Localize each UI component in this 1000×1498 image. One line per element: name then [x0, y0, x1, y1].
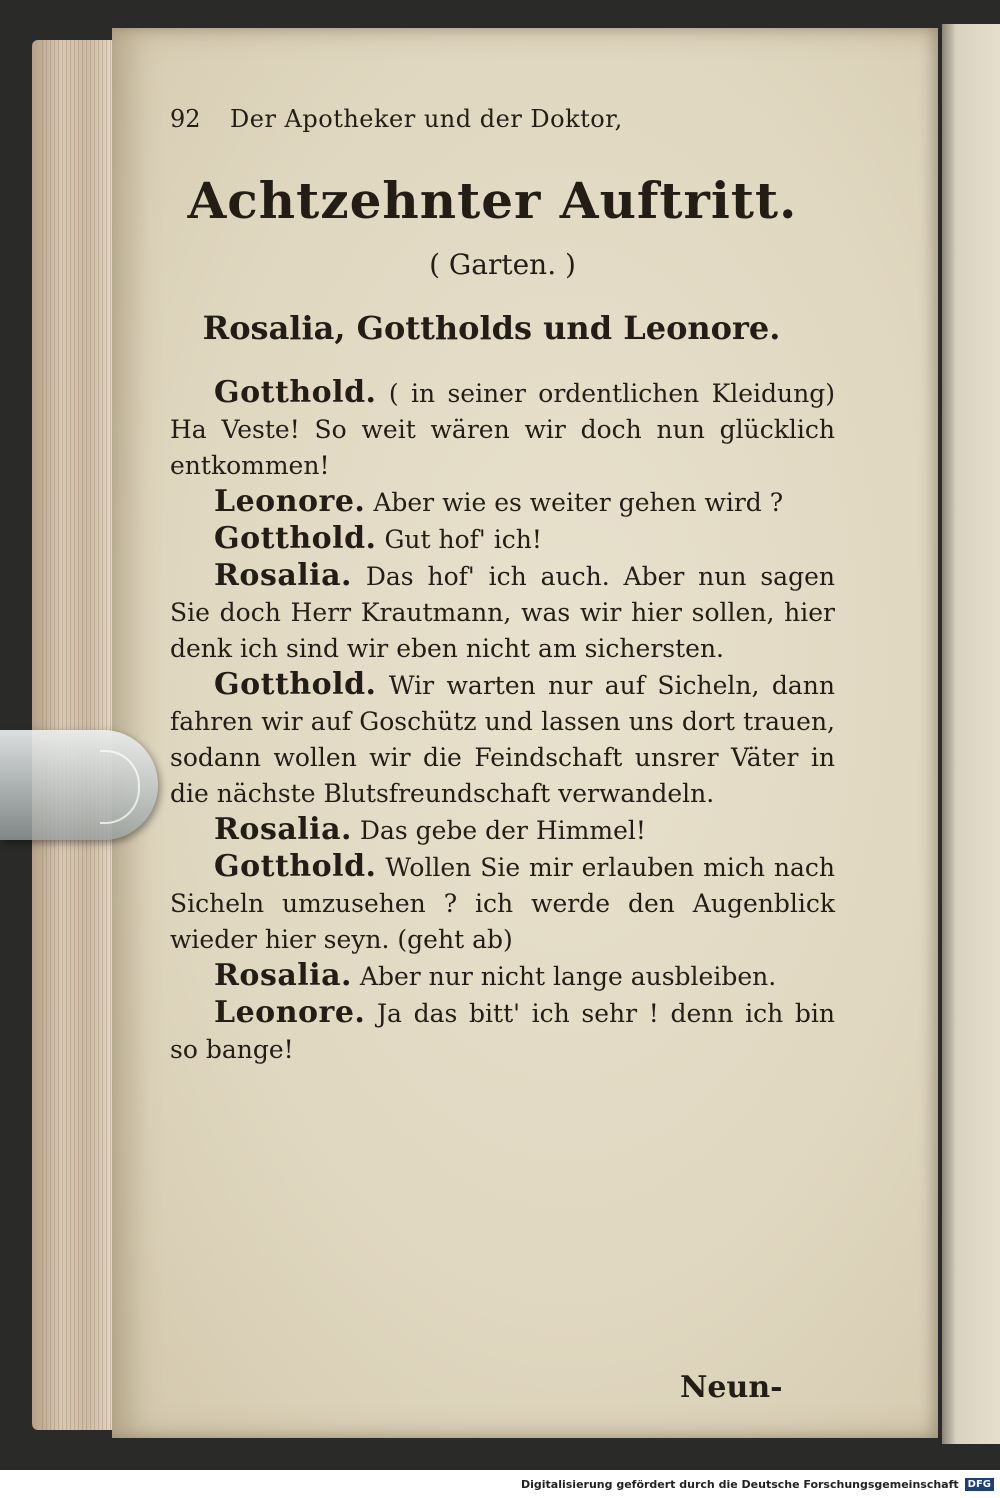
- speaker-name: Leonore.: [214, 995, 366, 1030]
- speech-text: Gut hof' ich!: [384, 525, 542, 554]
- dfg-logo: DFG: [965, 1478, 994, 1491]
- running-header: [170, 105, 835, 133]
- facing-page-edge: [942, 24, 1000, 1444]
- running-title: Der Apotheker und der Doktor,: [230, 105, 623, 133]
- footer-bar: [0, 1470, 1000, 1498]
- dialogue-line: [170, 849, 835, 958]
- dialogue-line: [170, 521, 835, 558]
- page-number: 92: [170, 105, 201, 133]
- dialogue-line: [170, 958, 835, 995]
- speaker-name: Gotthold.: [214, 521, 377, 556]
- speech-text: Das hof' ich auch. Aber nun sagen Sie doch Herr Krautmann, was wir hier sollen, hier denk ich sind wir eben nicht am sichersten.: [170, 562, 835, 663]
- speech-text: Wollen Sie mir erlauben mich nach Sicheln umzusehen ? ich werde den Augenblick wieder hier seyn. (geht ab): [170, 853, 835, 954]
- speech-text: Ja das bitt' ich sehr ! denn ich bin so bange!: [170, 999, 835, 1064]
- speaker-name: Gotthold.: [214, 667, 377, 702]
- speaker-name: Rosalia.: [214, 958, 352, 993]
- dialogue-line: [170, 484, 835, 521]
- funding-credit: Digitalisierung gefördert durch die Deutsche Forschungsgemeinschaft: [520, 1477, 959, 1491]
- dialogue-line: [170, 558, 835, 667]
- speaker-name: Leonore.: [214, 484, 366, 519]
- dialogue-line: [170, 995, 835, 1068]
- speech-text: Das gebe der Himmel!: [359, 816, 646, 845]
- speech-text: Wir warten nur auf Sicheln, dann fahren wir auf Goschütz und lassen uns dort trauen, sodann wollen wir die Feindschaft unsrer Väter in die nächste Blutsfreundschaft verwandeln.: [170, 671, 835, 808]
- speech-text: Aber wie es weiter gehen wird ?: [373, 488, 784, 517]
- speaker-name: Rosalia.: [214, 812, 352, 847]
- speaker-name: Rosalia.: [214, 558, 352, 593]
- scene-title: Achtzehnter Auftritt.: [187, 171, 798, 230]
- dialogue-line: [170, 812, 835, 849]
- speaker-name: Gotthold.: [214, 849, 377, 884]
- catch-word: Neun-: [680, 1370, 783, 1405]
- dialogue: [170, 375, 835, 1068]
- dialogue-line: [170, 375, 835, 484]
- page-text: [170, 105, 835, 1068]
- plastic-page-clip: [0, 730, 158, 840]
- speaker-name: Gotthold.: [214, 375, 377, 410]
- scene-location: ( Garten. ): [429, 248, 576, 281]
- scene-characters: Rosalia, Gottholds und Leonore.: [202, 309, 781, 347]
- speech-text: Aber nur nicht lange ausbleiben.: [359, 962, 777, 991]
- clip-highlight: [100, 750, 140, 824]
- dialogue-line: [170, 667, 835, 812]
- speech-text: ( in seiner ordentlichen Kleidung) Ha Veste! So weit wären wir doch nun glücklich entkommen!: [170, 379, 836, 480]
